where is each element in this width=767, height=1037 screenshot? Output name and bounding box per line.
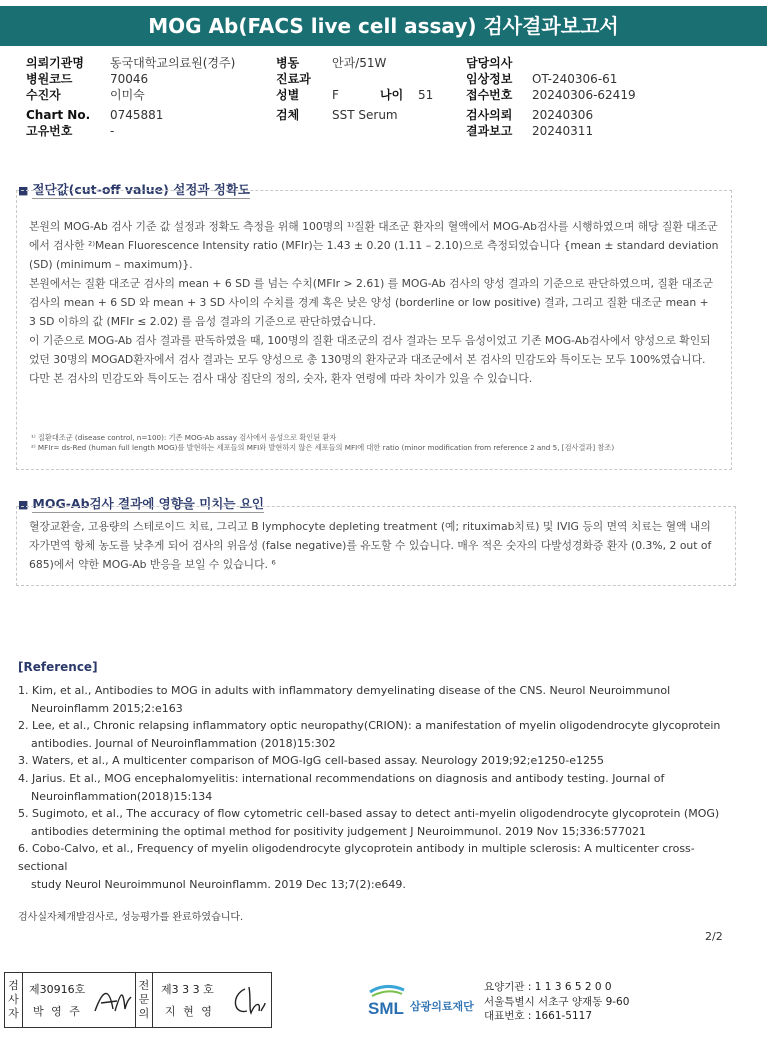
- label-report-date: 결과보고: [466, 124, 513, 138]
- label-doctor: 담당의사: [466, 56, 513, 70]
- info-column-3: [466, 55, 636, 139]
- value-hospital-code: 70046: [110, 72, 149, 86]
- reference-item: 3. Waters, et al., A multicenter comparison of MOG-IgG cell-based assay. Neurology 2019;92;e1250-e1255: [18, 754, 604, 768]
- org-name: 삼광의료재단: [410, 1000, 474, 1013]
- org-info: [484, 980, 629, 1024]
- tester-license: 제30916호: [29, 983, 86, 996]
- value-unique-no: -: [110, 124, 115, 138]
- specialist-license: 제3 3 3 호: [161, 983, 214, 996]
- value-specimen: SST Serum: [332, 108, 398, 122]
- value-clinical-info: OT-240306-61: [532, 72, 618, 86]
- value-request-date: 20240306: [532, 108, 594, 122]
- footnotes: [31, 433, 721, 453]
- value-sex: F: [332, 88, 339, 102]
- footnote: ²⁾ MFIr= ds-Red (human full length MOG)를 발현하는 세포들의 MFI와 발현하지 않은 세포들의 MFI에 대한 ratio (minor modification from reference 2 and 5, [검사결과] 참조): [31, 443, 615, 452]
- section-cutoff-body: [29, 217, 719, 388]
- value-age: 51: [418, 88, 434, 102]
- tester-signature: [91, 983, 133, 1019]
- sml-logo-icon: [366, 980, 476, 1020]
- label-unique-no: 고유번호: [26, 124, 73, 138]
- org-code: 요양기관 : 1 1 3 6 5 2 0 0: [484, 981, 612, 993]
- specialist-signature: [227, 981, 267, 1021]
- value-ward: 안과/51W: [332, 56, 387, 70]
- reference-list: [18, 682, 738, 893]
- label-ward: 병동: [276, 56, 300, 70]
- value-patient: 이미숙: [110, 88, 145, 102]
- page-number: 2/2: [705, 930, 723, 943]
- label-sex: 성별: [276, 88, 300, 102]
- section-cutoff-box: [16, 190, 732, 470]
- square-bullet-icon: ■: [18, 184, 29, 197]
- info-column-1: [26, 55, 235, 139]
- paragraph: 본원에서는 질환 대조군 검사의 mean + 6 SD 를 넘는 수치(MFIr > 2.61) 를 MOG-Ab 검사의 양성 결과의 기준으로 판단하였으며, 질환 대조군 검사의 mean + 6 SD 와 mean + 3 SD 사이의 수치를 경계 혹은 낮은 양성 (borderline or low positive) 결과, 그리고 질환 대조군 mean + 3 SD 이하의 값 (MFIr ≤ 2.02) 를 음성 결과의 기준으로 판단하였습니다.: [29, 277, 713, 328]
- tester-label: 검사자: [5, 973, 23, 1027]
- reference-item: 4. Jarius. Et al., MOG encephalomyelitis: international recommendations on diagnosis and antibody testing. Journal of Neuroinflammation(2018)15:134: [18, 771, 665, 803]
- footnote: ¹⁾ 질환대조군 (disease control, n=100): 기존 MOG-Ab assay 검사에서 음성으로 확인된 환자: [31, 433, 337, 442]
- reference-item: 2. Lee, et al., Chronic relapsing inflammatory optic neuropathy(CRION): a manifestation of myelin oligodendrocyte glycoprotein antibodies. Journal of Neuroinflammation (2018)15:302: [18, 719, 721, 750]
- reference-item: 5. Sugimoto, et al., The accuracy of flow cytometric cell-based assay to detect anti-myelin oligodendrocyte glycoprotein (MOG) antibodies determining the optimal method for positivity judgement J Neuroimmunol. 2019 Nov 15;336:577021: [18, 807, 720, 838]
- signature-block: [4, 972, 272, 1028]
- report-title: MOG Ab(FACS live cell assay) 검사결과보고서: [0, 6, 767, 46]
- paragraph: 본원의 MOG-Ab 검사 기준 값 설정과 정확도 측정을 위해 100명의 ¹⁾질환 대조군 환자의 혈액에서 MOG-Ab검사를 시행하였으며 해당 질환 대조군에서 검사한 ²⁾Mean Fluorescence Intensity ratio (MFIr)는 1.43 ± 0.20 (1.11 – 2.10)으로 측정되었습니다 {mean ± standard deviation (SD) (minimum – maximum)}.: [29, 220, 719, 271]
- label-clinical-info: 임상정보: [466, 72, 513, 86]
- info-column-2: [276, 55, 433, 123]
- label-age: 나이: [380, 88, 404, 102]
- label-chart-no: Chart No.: [26, 108, 91, 122]
- square-bullet-icon: ■: [18, 498, 29, 511]
- section-cutoff-title: ■ 절단값(cut-off value) 설정과 정확도: [18, 182, 250, 197]
- specialist-label: 전문의: [135, 973, 153, 1027]
- value-chart-no: 0745881: [110, 108, 164, 122]
- tester-name: 박 영 주: [33, 1005, 82, 1018]
- validation-note: 검사실자체개발검사로, 성능평가를 완료하였습니다.: [18, 912, 244, 923]
- section-factors-box: [16, 506, 736, 586]
- section-factors-title: ■ MOG-Ab검사 결과에 영향을 미치는 요인: [18, 496, 264, 511]
- value-institution: 동국대학교의료원(경주): [110, 56, 236, 70]
- specialist-name: 지 현 영: [165, 1005, 214, 1018]
- paragraph: 이 기준으로 MOG-Ab 검사 결과를 판독하였을 때, 100명의 질환 대조군의 검사 결과는 모두 음성이었고 기존 MOG-Ab검사에서 양성으로 확인되었던 30명의 MOGAD환자에서 검사 결과는 모두 양성으로 총 130명의 환자군과 대조군에서 본 검사의 민감도와 특이도는 모두 100%였습니다. 다만 본 검사의 민감도와 특이도는 검사 대상 집단의 정의, 숫자, 환자 연령에 따라 차이가 있을 수 있습니다.: [29, 334, 711, 385]
- reference-item: 1. Kim, et al., Antibodies to MOG in adults with inflammatory demyelinating disease of the CNS. Neurol Neuroimmunol Neuroinflamm 2015;2:e163: [18, 684, 671, 715]
- value-receipt-no: 20240306-62419: [532, 88, 636, 102]
- logo-text: SML: [368, 999, 404, 1018]
- label-receipt-no: 접수번호: [466, 88, 513, 102]
- value-report-date: 20240311: [532, 124, 594, 138]
- label-institution: 의뢰기관명: [26, 56, 84, 70]
- label-specimen: 검체: [276, 108, 300, 122]
- org-address: 서울특별시 서초구 양재동 9-60: [484, 995, 630, 1008]
- reference-heading: [Reference]: [18, 660, 98, 674]
- section-factors-body: 혈장교환술, 고용량의 스테로이드 치료, 그리고 B lymphocyte depleting treatment (예; rituximab치료) 및 IVIG 등의 면역 치료는 혈액 내의 자가면역 항체 농도를 낮추게 되어 검사의 위음성 (false negative)를 유도할 수 있습니다. 매우 적은 숫자의 다발성경화증 환자 (0.3%, 2 out of 685)에서 약한 MOG-Ab 반응을 보일 수 있습니다. ⁶: [29, 520, 712, 571]
- label-patient: 수진자: [26, 88, 61, 102]
- org-phone: 대표번호 : 1661-5117: [484, 1010, 593, 1022]
- reference-item: 6. Cobo-Calvo, et al., Frequency of myelin oligodendrocyte glycoprotein antibody in multiple sclerosis: A multicenter cross-sectional study Neurol Neuroimmunol Neuroinflamm. 2019 Dec 13;7(2):e649.: [18, 842, 695, 891]
- label-hospital-code: 병원코드: [26, 72, 73, 86]
- label-request-date: 검사의뢰: [466, 108, 513, 122]
- org-logo: [366, 980, 476, 1020]
- label-department: 진료과: [276, 72, 311, 86]
